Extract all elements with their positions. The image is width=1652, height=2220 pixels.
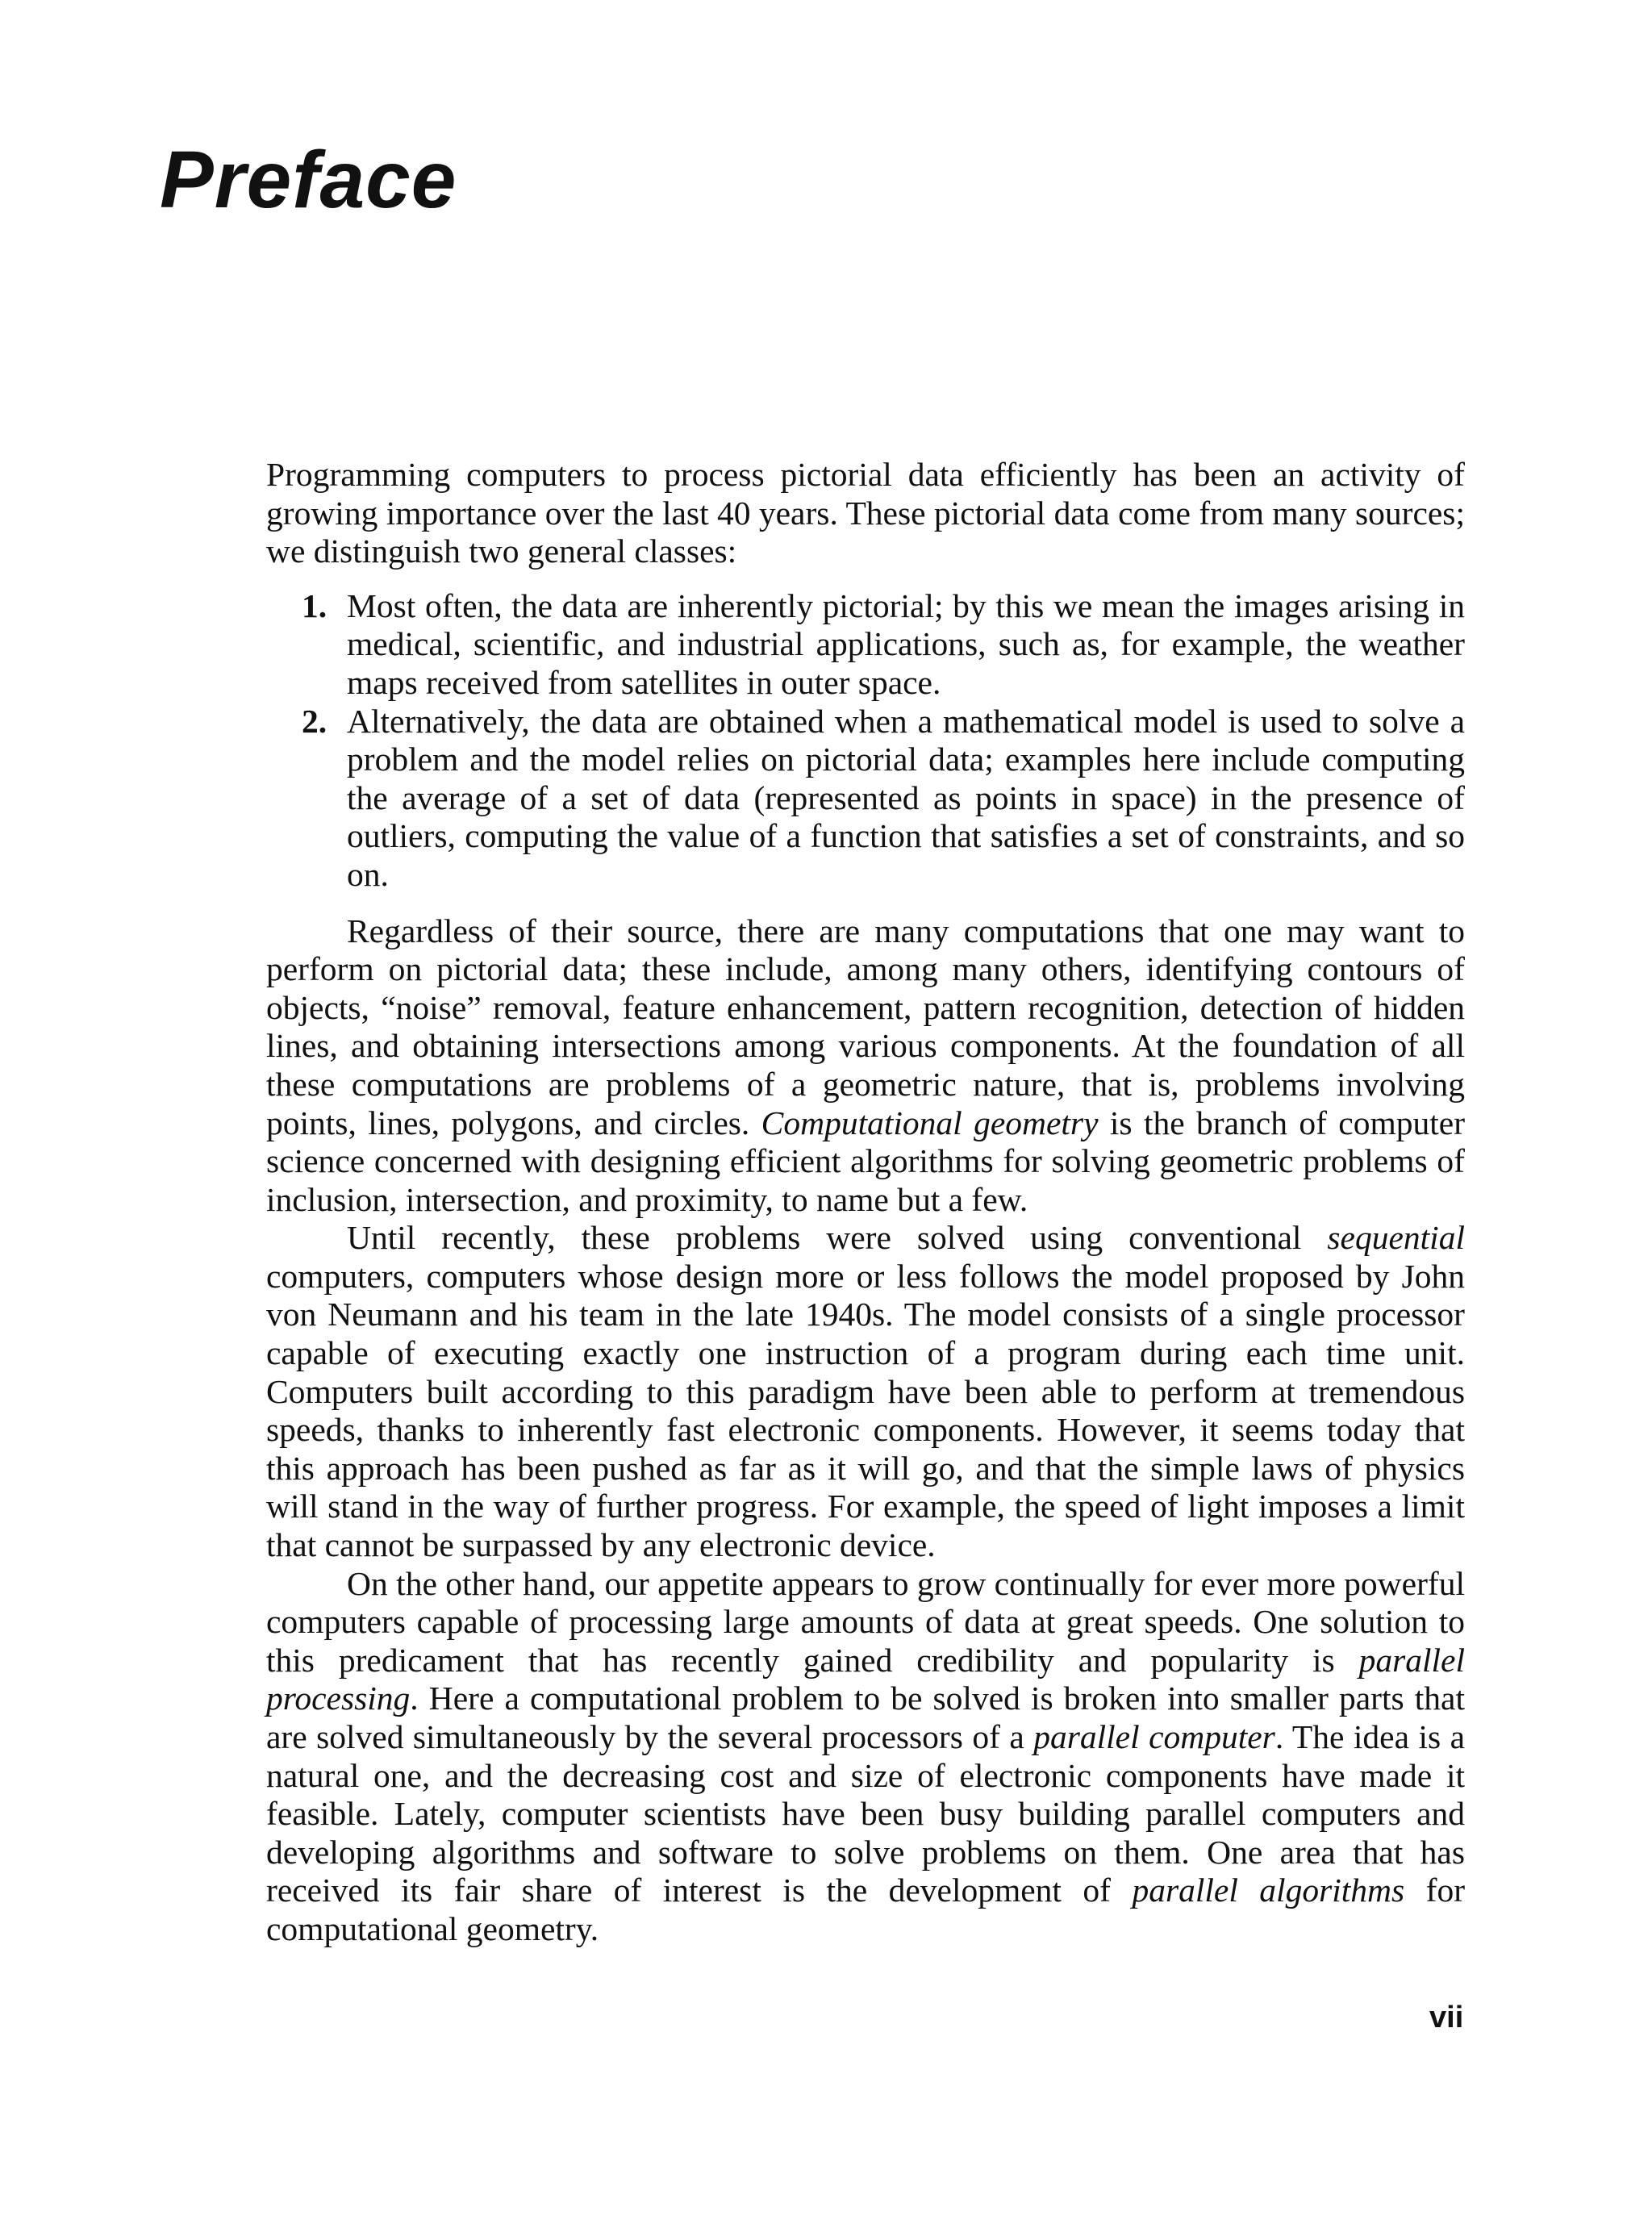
page-title: Preface [160, 135, 457, 225]
emphasis-term: Computational geometry [761, 1104, 1099, 1141]
list-item-text: Most often, the data are inherently pictorial; by this we mean the images arising in medical, scientific, and industrial applications, such as, for example, the weather maps received from satellites in outer space. [347, 586, 1465, 701]
intro-paragraph: Programming computers to process pictorial data efficiently has been an activity of growing importance over the last 40 years. These pictorial data come from many sources; we distinguish two general classes: [266, 456, 1465, 570]
paragraph-text: . Here a computational problem to be solved is broken into smaller parts that are solved simultaneously by the several processors of a [266, 1680, 1465, 1755]
paragraph-computational-geometry [266, 912, 1465, 1220]
paragraph-text: computers, computers whose design more or less follows the model proposed by John von Neumann and his team in the late 1940s. The model consists of a single processor capable of executing exactly one instruction of a program during each time unit. Computers built according to this paradigm have been able to perform at tremendous speeds, thanks to inherently fast electronic components. However, it seems today that this approach has been pushed as far as it will go, and that the simple laws of physics will stand in the way of further progress. For example, the speed of light imposes a limit that cannot be surpassed by any electronic device. [266, 1257, 1465, 1564]
paragraph-sequential-computers [266, 1219, 1465, 1564]
paragraph-text: Regardless of their source, there are many computations that one may want to perform on pictorial data; these include, among many others, identifying contours of objects, “noise” removal, feature enhancement, pattern recognition, detection of hidden lines, and obtaining intersections among various components. At the foundation of all these computations are problems of a geometric nature, that is, problems involving points, lines, polygons, and circles. [266, 912, 1465, 1141]
emphasis-term: sequential [1327, 1219, 1465, 1257]
emphasis-term: parallel processing [266, 1641, 1465, 1717]
classes-list [266, 587, 1465, 895]
list-item [266, 587, 1465, 703]
paragraph-text: On the other hand, our appetite appears to grow continually for ever more powerful computers capable of processing large amounts of data at great speeds. One solution to this predicament that has recently gained credibility and popularity is [266, 1564, 1465, 1679]
preface-body [266, 456, 1465, 1949]
paragraph-text: is the branch of computer science concerned with designing efficient algorithms for solving geometric problems of inclusion, intersection, and proximity, to name but a few. [266, 1104, 1466, 1218]
paragraph-text: Until recently, these problems were solved using conventional [347, 1219, 1328, 1257]
emphasis-term: parallel computer [1033, 1718, 1275, 1755]
list-item-text: Alternatively, the data are obtained when a mathematical model is used to solve a problem and the model relies on pictorial data; examples here include computing the average of a set of data (represented as points in space) in the presence of outliers, computing the value of a function that satisfies a set of constraints, and so on. [347, 702, 1465, 893]
page-number: vii [1429, 2001, 1464, 2034]
list-item-number: 1. [302, 586, 327, 624]
list-item-number: 2. [302, 702, 327, 740]
list-item [266, 703, 1465, 895]
paragraph-text: for computational geometry. [266, 1872, 1466, 1947]
paragraph-parallel-processing [266, 1565, 1465, 1949]
emphasis-term: parallel algorithms [1132, 1872, 1405, 1909]
paragraph-text: . The idea is a natural one, and the decreasing cost and size of electronic components have made it feasible. Lately, computer scientists have been busy building parallel computers and developing algorithms and software to solve problems on them. One area that has received its fair share of interest is the development of [266, 1718, 1465, 1909]
